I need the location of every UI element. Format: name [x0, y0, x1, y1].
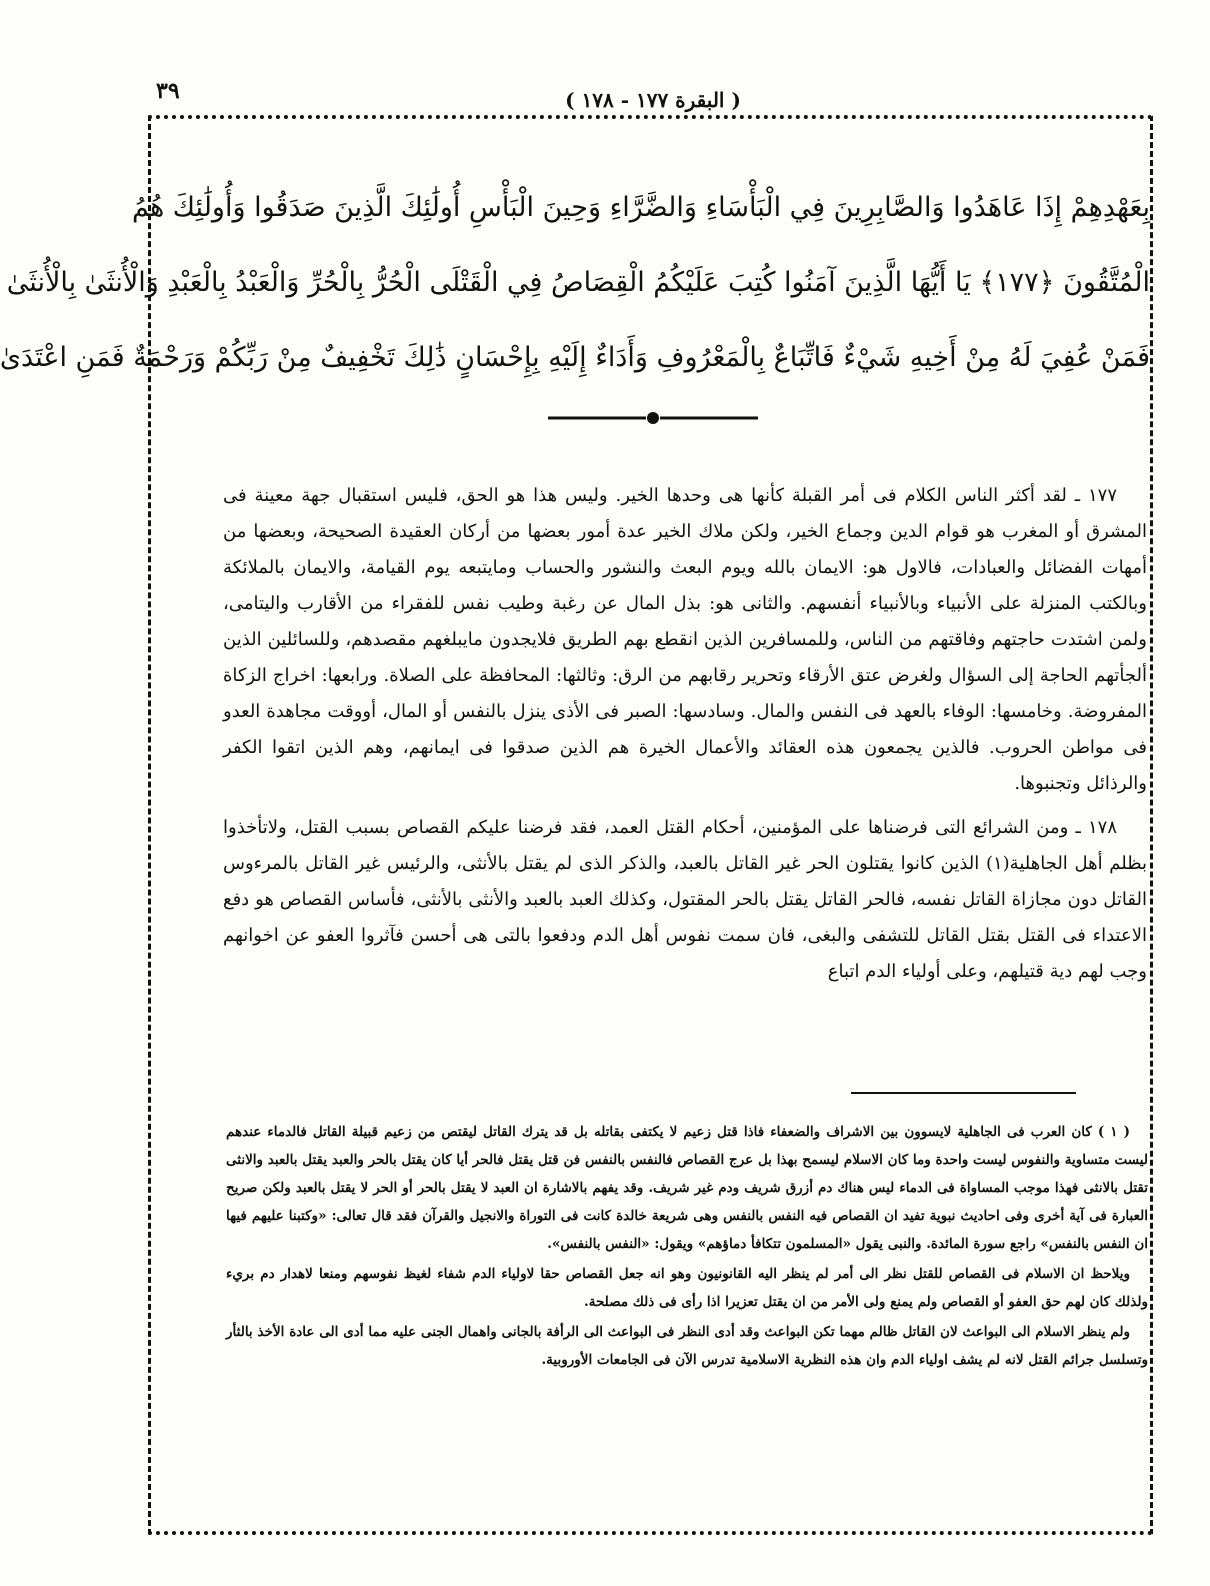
- quran-verses: [0, 170, 1150, 395]
- footnote-paragraph: ولم ينظر الاسلام الى البواعث لان القاتل ظالم مهما تكن البواعث وقد أدى النظر فى البواعث الى الرأفة بالجانى واهمال الجنى عليه مما أدى الى عادة الأخذ بالثأر وتسلسل جرائم القتل لانه لم يشف اولياء الدم وان هذه النظرية الاسلامية تدرس الآن فى الجامعات الأوروبية.: [226, 1324, 1148, 1368]
- commentary-paragraph: ١٧٨ ـ ومن الشرائع التى فرضناها على المؤمنين، أحكام القتل العمد، فقد فرضنا عليكم القصاص بسبب القتل، ولاتأخذوا بظلم أهل الجاهلية(١) الذين كانوا يقتلون الحر غير القاتل بالعبد، والذكر الذى لم يقتل بالأنثى، والرئيس غير القاتل بالمرءوس القاتل دون مجازاة القاتل نفسه، فالحر القاتل يقتل بالحر المقتول، وكذلك العبد بالعبد والأنثى بالأنثى، فأساس القصاص هو دفع الاعتداء فى القتل بقتل القاتل للتشفى والبغى، فان سمت نفوس أهل الدم ودفعوا بالتى هى أحسن فآثروا العفو عن اخوانهم وجب لهم دية قتيلهم، وعلى أولياء الدم اتباع: [223, 817, 1147, 982]
- divider-ornament: [548, 408, 758, 428]
- footnote-paragraph: ويلاحظ ان الاسلام فى القصاص للقتل نظر الى أمر لم ينظر اليه القانونيون وهو انه جعل القصاص حقا لاولياء الدم شفاء لغيظ نفوسهم ومنعا لاهدار دم بريء ولذلك كان لهم حق العفو أو القصاص ولم يمنع ولى الأمر من ان يقتل تعزيرا اذا رأى فى ذلك مصلحة.: [226, 1266, 1148, 1310]
- running-header: ( البقرة ١٧٧ - ١٧٨ ): [565, 88, 741, 112]
- commentary: [223, 478, 1147, 998]
- verse-line: فَمَنْ عُفِيَ لَهُ مِنْ أَخِيهِ شَيْءٌ فَاتِّبَاعٌ بِالْمَعْرُوفِ وَأَدَاءٌ إِلَيْهِ بِإِحْسَانٍ ذَٰلِكَ تَخْفِيفٌ مِنْ رَبِّكُمْ وَرَحْمَةٌ فَمَنِ اعْتَدَىٰ: [0, 342, 1150, 373]
- footnotes: [226, 1118, 1148, 1376]
- commentary-paragraph: ١٧٧ ـ لقد أكثر الناس الكلام فى أمر القبلة كأنها هى وحدها الخير. وليس هذا هو الحق، فليس استقبال جهة معينة فى المشرق أو المغرب هو قوام الدين وجماع الخير، ولكن ملاك الخير عدة أمور بعضها من أركان العقيدة الصحيحة، وبعضها من أمهات الفضائل والعبادات، فالاول هو: الايمان بالله ويوم البعث والنشور والحساب ومايتبعه يوم القيامة، والايمان بالملائكة وبالكتب المنزلة على الأنبياء وبالأنبياء أنفسهم. والثانى هو: بذل المال عن رغبة وطيب نفس للفقراء من الأقارب واليتامى، ولمن اشتدت حاجتهم وفاقتهم من الناس، وللمسافرين الذين انقطع بهم الطريق فلايجدون مايبلغهم مقصدهم، وللسائلين الذين ألجأتهم الحاجة إلى السؤال ولغرض عتق الأرقاء وتحرير رقابهم من الرق: وثالثها: المحافظة على الصلاة. ورابعها: اخراج الزكاة المفروضة. وخامسها: الوفاء بالعهد فى النفس والمال. وسادسها: الصبر فى الأذى ينزل بالنفس أو المال، أووقت مجاهدة العدو فى مواطن الحروب. فالذين يجمعون هذه العقائد والأعمال الخيرة هم الذين صدقوا فى ايمانهم، وهم الذين اتقوا الكفر والرذائل وتجنبوها.: [223, 485, 1147, 794]
- verse-line: بِعَهْدِهِمْ إِذَا عَاهَدُوا وَالصَّابِرِينَ فِي الْبَأْسَاءِ وَالضَّرَّاءِ وَحِينَ الْبَأْسِ أُولَٰئِكَ الَّذِينَ صَدَقُوا وَأُولَٰئِكَ هُمُ: [132, 192, 1150, 223]
- verse-line: الْمُتَّقُونَ ﴿١٧٧﴾ يَا أَيُّهَا الَّذِينَ آمَنُوا كُتِبَ عَلَيْكُمُ الْقِصَاصُ فِي الْقَتْلَى الْحُرُّ بِالْحُرِّ وَالْعَبْدُ بِالْعَبْدِ وَالْأُنثَىٰ بِالْأُنثَىٰ: [6, 267, 1150, 298]
- page-number: ٣٩: [156, 78, 180, 104]
- footnote-rule: [851, 1092, 1076, 1094]
- footnote-paragraph: ( ١ ) كان العرب فى الجاهلية لايسوون بين الاشراف والضعفاء فاذا قتل زعيم لا يكتفى بقاتله بل قد يترك القاتل ليقتص من زعيم قبيلة القاتل فالدماء عندهم ليست متساوية والنفوس ليست واحدة وما كان الاسلام ليسمح بهذا بل عرج القصاص فالنفس بالنفس فن قتل يقتل فالحر أيا كان يقتل بالحر والعبد يقتل بالعبد والانثى تقتل بالانثى فهذا موجب المساواة فى الدماء ليس هناك دم أزرق شريف ودم غير شريف. وقد يفهم بالاشارة ان العبد لا يقتل بالحر أو الحر لا يقتل بالعبد ولكن صريح العبارة فى آية أخرى وفى احاديث نبوية تفيد ان القصاص فيه النفس بالنفس وهى شريعة خالدة كانت فى التوراة والانجيل والقرآن فقد قال تعالى: «وكتبنا عليهم فيها ان النفس بالنفس» راجع سورة المائدة. والنبى يقول «المسلمون تتكافأ دماؤهم» ويقول: «النفس بالنفس».: [226, 1124, 1148, 1252]
